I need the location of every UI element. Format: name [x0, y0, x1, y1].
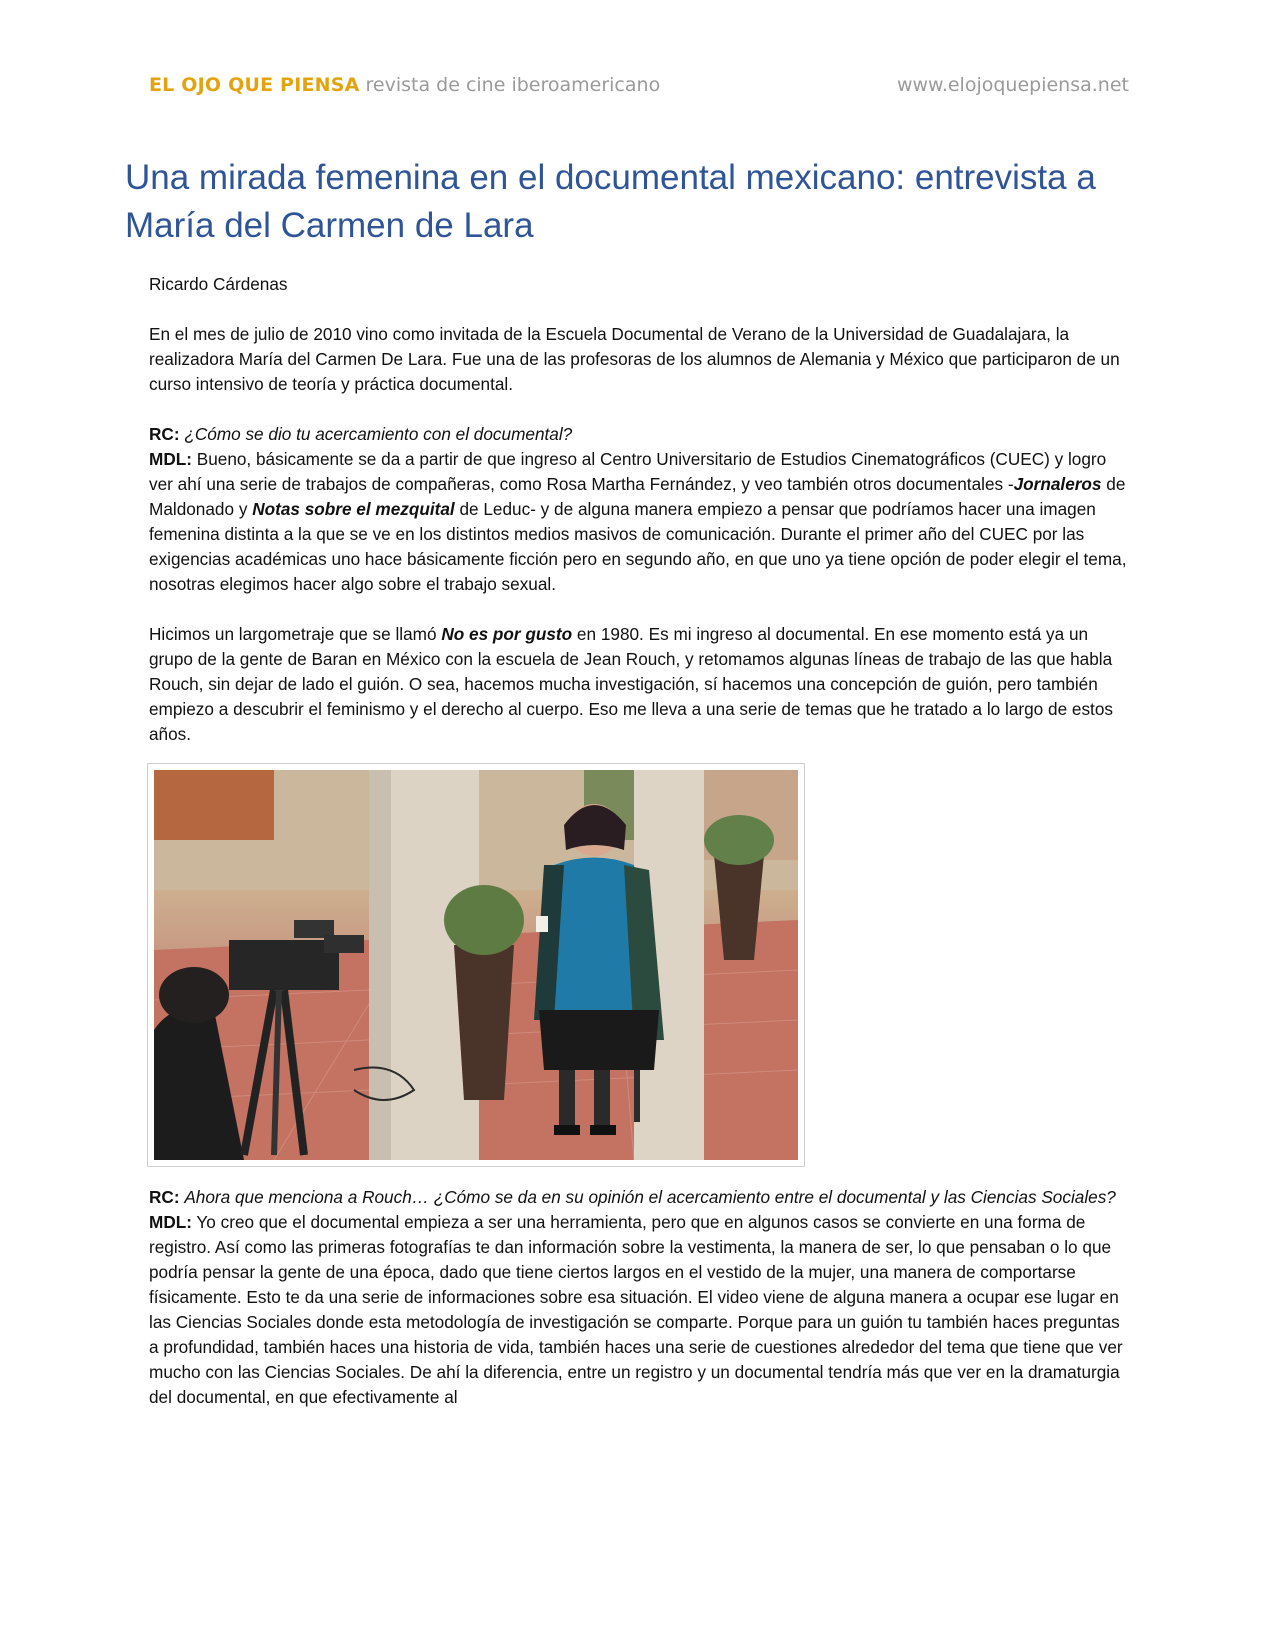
article-title: Una mirada femenina en el documental mexicano: entrevista a María del Carmen de Lara: [125, 158, 1096, 245]
question-1: [149, 422, 1129, 447]
answer-text: de Maldonado y: [149, 474, 1126, 519]
author-name: Ricardo Cárdenas: [149, 274, 288, 294]
paragraph-2: [149, 622, 1129, 747]
answer-text: Bueno, básicamente se da a partir de que ingreso al Centro Universitario de Estudios Cinematográficos (CUEC) y logro ver ahí una serie de trabajos de compañeras, como Rosa Martha Fernández, y veo también otros documentales -: [149, 449, 1107, 494]
answer-2: [149, 1210, 1129, 1410]
magazine-brand: EL OJO QUE PIENSA: [149, 74, 360, 96]
question-text: ¿Cómo se dio tu acercamiento con el documental?: [184, 424, 573, 444]
answer-label: MDL:: [149, 449, 192, 469]
question-2: [149, 1185, 1129, 1210]
answer-label: MDL:: [149, 1212, 192, 1232]
website-url[interactable]: www.elojoquepiensa.net: [896, 74, 1129, 96]
article-body: [149, 272, 1129, 1410]
paragraph-text: en 1980. Es mi ingreso al documental. En ese momento está ya un grupo de la gente de Baran en México con la escuela de Jean Rouch, y retomamos algunas líneas de trabajo de las que habla Rouch, sin dejar de lado el guión. O sea, hacemos mucha investigación, sí hacemos una concepción de guión, pero también empiezo a descubrir el feminismo y el derecho al cuerpo. Eso me lleva a una serie de temas que he tratado a lo largo de estos años.: [149, 624, 1113, 744]
paragraph-text: Hicimos un largometraje que se llamó: [149, 624, 442, 644]
film-title-jornaleros: Jornaleros: [1013, 474, 1102, 494]
answer-text: de Leduc- y de alguna manera empiezo a pensar que podríamos hacer una imagen femenina distinta a la que se ve en los distintos medios masivos de comunicación. Durante el primer año del CUEC por las exigencias académicas uno hace básicamente ficción pero en segundo año, en que uno ya tiene opción de poder elegir el tema, nosotras elegimos hacer algo sobre el trabajo sexual.: [149, 499, 1127, 594]
photo-illustration: [154, 770, 798, 1160]
film-title-mezquital: Notas sobre el mezquital: [252, 499, 455, 519]
page-header: [149, 74, 1129, 104]
answer-1: [149, 447, 1129, 597]
photo-scene: [154, 770, 798, 1160]
intro-paragraph: En el mes de julio de 2010 vino como invitada de la Escuela Documental de Verano de la Universidad de Guadalajara, la realizadora María del Carmen De Lara. Fue una de las profesoras de los alumnos de Alemania y México que participaron de un curso intensivo de teoría y práctica documental.: [149, 324, 1120, 394]
question-label: RC:: [149, 1187, 180, 1207]
film-title-no-es-por-gusto: No es por gusto: [441, 624, 573, 644]
question-label: RC:: [149, 424, 180, 444]
magazine-tagline: revista de cine iberoamericano: [365, 74, 661, 96]
question-text: Ahora que menciona a Rouch… ¿Cómo se da en su opinión el acercamiento entre el documental y las Ciencias Sociales?: [184, 1187, 1116, 1207]
answer-text: Yo creo que el documental empieza a ser una herramienta, pero que en algunos casos se convierte en una forma de registro. Así como las primeras fotografías te dan información sobre la vestimenta, la manera de ser, lo que pensaban o lo que podría pensar la gente de una época, dado que tiene ciertos largos en el vestido de la mujer, una manera de comportarse físicamente. Esto te da una serie de informaciones sobre esa situación. El video viene de alguna manera a ocupar ese lugar en las Ciencias Sociales donde esta metodología de investigación se comparte. Porque para un guión tu también haces preguntas a profundidad, también haces una historia de vida, también haces una serie de cuestiones alrededor del tema que tiene que ver mucho con las Ciencias Sociales. De ahí la diferencia, entre un registro y un documental tendría más que ver en la dramaturgia del documental, en que efectivamente al: [149, 1212, 1123, 1407]
interview-photo: [147, 763, 805, 1167]
